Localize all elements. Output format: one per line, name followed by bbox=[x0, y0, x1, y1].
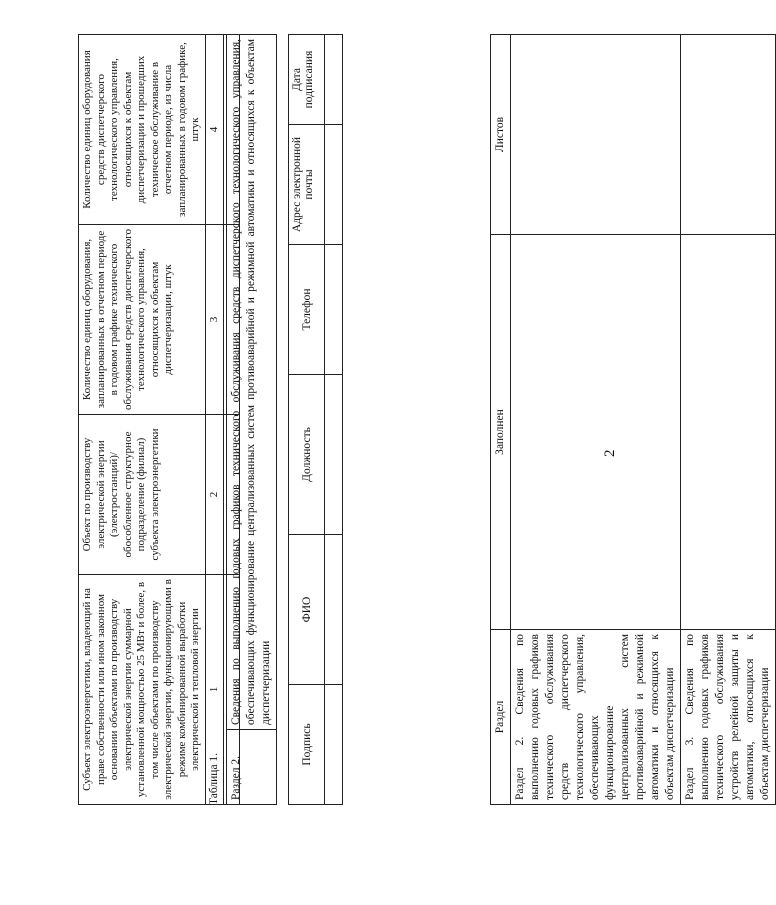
sections-table bbox=[490, 34, 776, 805]
table1-num-2: 2 bbox=[205, 415, 224, 575]
header-section: Раздел bbox=[491, 630, 511, 805]
sections-table-header bbox=[491, 35, 511, 805]
section2-label: Раздел 2. bbox=[227, 730, 277, 805]
sheets-cell bbox=[511, 35, 681, 235]
table-row bbox=[681, 35, 776, 805]
header-signature: Подпись bbox=[289, 685, 325, 805]
table1-num-4: 4 bbox=[205, 35, 224, 225]
table1-header-3: Количество единиц оборудования, запланированных в отчетном периоде в годовом графике технического обслуживания средств диспетчерского технологического управления, относящихся к объектам диспетчеризации, штук bbox=[79, 225, 206, 415]
table-row bbox=[511, 35, 681, 805]
header-date: Дата подписания bbox=[289, 35, 325, 125]
section-row-3: Раздел 3. Сведения по выполнению годовых графиков технического обслуживания устройств релейной защиты и автоматики, относящихся к объектам диспетчеризации bbox=[681, 630, 776, 805]
table1-num-3: 3 bbox=[205, 225, 224, 415]
table1 bbox=[78, 34, 240, 805]
header-sheets: Листов bbox=[491, 35, 511, 235]
header-phone: Телефон bbox=[289, 245, 325, 375]
header-email: Адрес электронной почты bbox=[289, 125, 325, 245]
table-row bbox=[224, 35, 240, 805]
table1-header-4: Количество единиц оборудования средств диспетчерского технологического управления, относящихся к объектам диспетчеризации и прошедших техническое обслуживание в отчетном периоде, из числа запланированных в годовом графике, штук bbox=[79, 35, 206, 225]
section2-text: Сведения по выполнению годовых графиков технического обслуживания средств диспетчерского технологического управления, обеспечивающих функционирование централизованных систем противоаварийной и режимной автоматики и относящихся к объектам диспетчеризации bbox=[227, 35, 277, 730]
header-position: Должность bbox=[289, 375, 325, 535]
signature-table-header bbox=[289, 35, 325, 805]
table1-header bbox=[79, 35, 206, 805]
table1-num-1: 1 bbox=[205, 575, 224, 805]
header-fio: ФИО bbox=[289, 535, 325, 685]
header-filled: Заполнен bbox=[491, 235, 511, 630]
section-row-2: Раздел 2. Сведения по выполнению годовых графиков технического обслуживания средств диспетчерского технологического управления, обеспечивающих функционирование централизованных систем противоаварийной и режимной автоматики и относящихся к объектам диспетчеризации bbox=[511, 630, 681, 805]
table1-header-2: Объект по производству электрической энергии (электростанций)/ обособленное структурное подразделение (филиал) субъекта электроэнергетики bbox=[79, 415, 206, 575]
table-row bbox=[325, 35, 343, 805]
filled-cell bbox=[511, 235, 681, 630]
sheets-cell bbox=[681, 35, 776, 235]
signature-table bbox=[288, 34, 343, 805]
table1-label: Таблица 1. bbox=[208, 752, 220, 805]
filled-cell bbox=[681, 235, 776, 630]
table1-number-row bbox=[205, 35, 224, 805]
page-number: 2 bbox=[602, 449, 618, 457]
table1-header-1: Субъект электроэнергетики, владеющий на праве собственности или ином законном основании объектами по производству электрической энергии суммарной установленной мощностью 25 МВт и более, в том числе объектами по производству электрической энергии, функционирующими в режиме комбинированной выработки электрической и тепловой энергии bbox=[79, 575, 206, 805]
